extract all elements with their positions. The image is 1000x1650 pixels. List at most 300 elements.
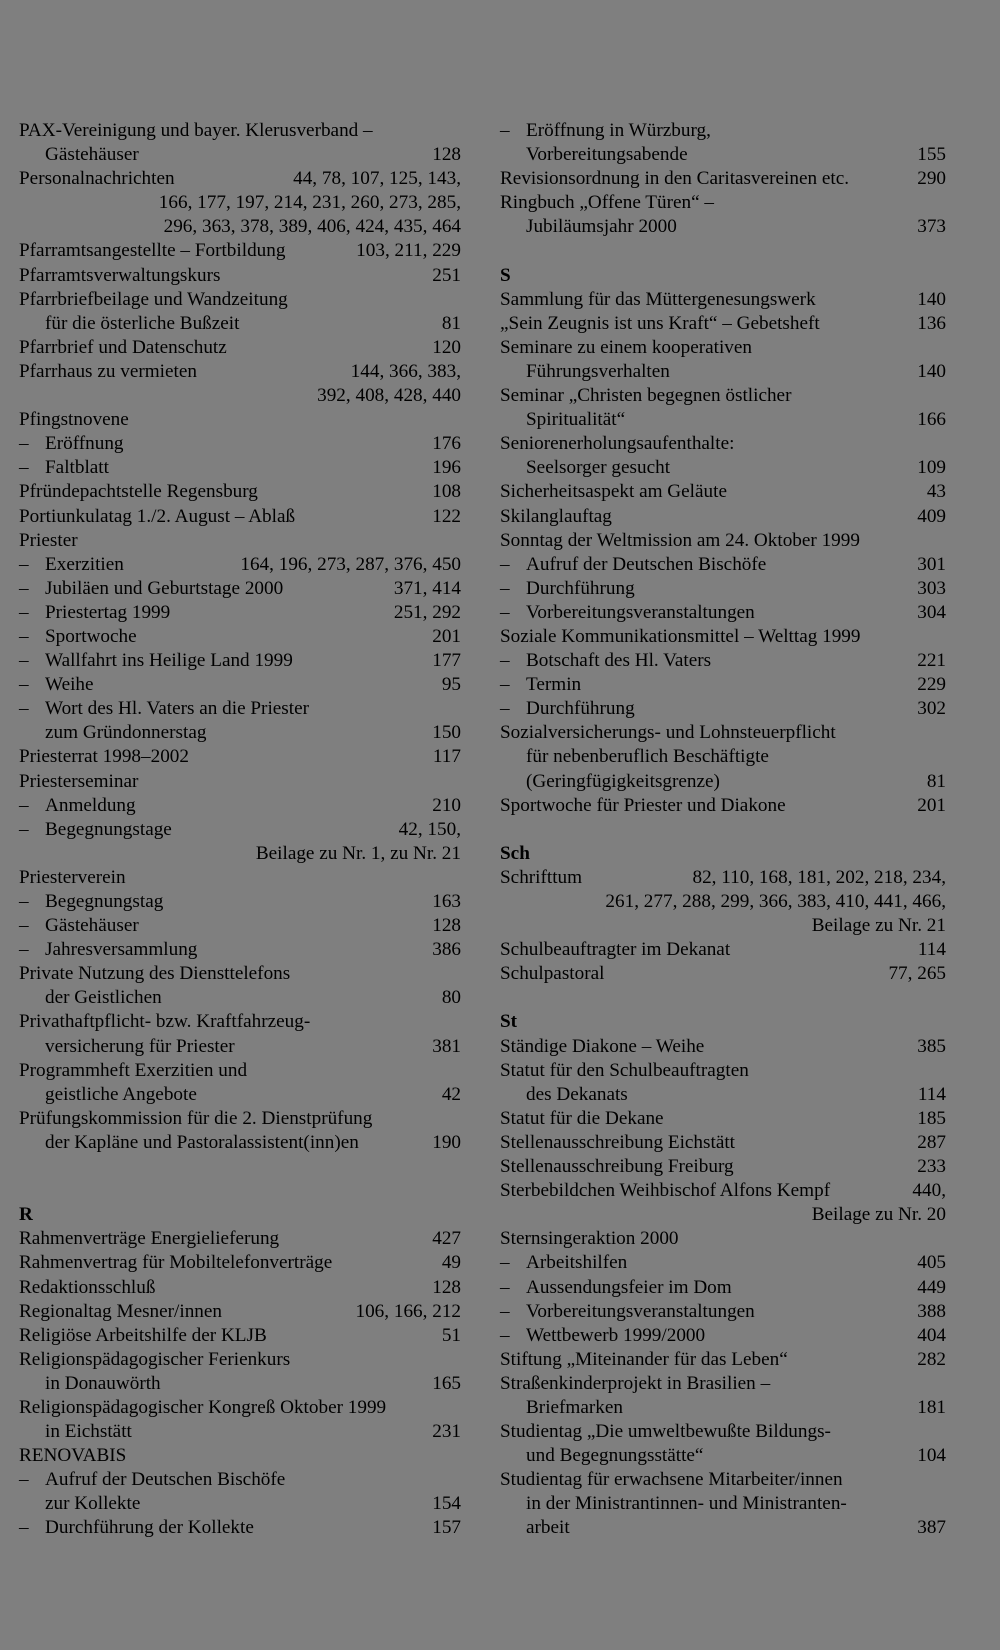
entry-text: Sch — [500, 842, 530, 864]
entry-continuation: Beilage zu Nr. 20 — [811, 1204, 946, 1226]
entry-pages: 128 — [432, 144, 461, 166]
index-entry — [500, 529, 946, 553]
entry-text: Pfarrhaus zu vermieten — [19, 360, 197, 382]
entry-pages: 201 — [917, 794, 946, 816]
entry-text: in Eichstätt — [45, 1421, 132, 1443]
index-entry — [19, 818, 461, 842]
index-entry — [19, 505, 461, 529]
index-entry — [19, 866, 461, 890]
entry-text: Studientag „Die umweltbewußte Bildungs- — [500, 1421, 831, 1443]
entry-pages: 114 — [917, 1083, 946, 1105]
entry-text: RENOVABIS — [19, 1445, 127, 1467]
index-entry — [19, 1227, 461, 1251]
index-entry — [500, 1131, 946, 1155]
index-entry — [19, 480, 461, 504]
index-entry — [19, 1468, 461, 1492]
entry-text: – Wettbewerb 1999/2000 — [526, 1324, 706, 1346]
index-entry — [19, 649, 461, 673]
index-entry — [19, 239, 461, 263]
entry-text: „Sein Zeugnis ist uns Kraft“ – Gebetsheft — [500, 312, 820, 334]
entry-pages: 77, 265 — [888, 963, 946, 985]
index-entry — [19, 890, 461, 914]
index-entry — [19, 312, 461, 336]
index-entry — [500, 938, 946, 962]
entry-text: – Botschaft des Hl. Vaters — [526, 650, 712, 672]
index-entry — [19, 529, 461, 553]
entry-pages: 81 — [441, 312, 461, 334]
entry-text: – Gästehäuser — [45, 915, 139, 937]
entry-text: Redaktionsschluß — [19, 1276, 156, 1298]
index-entry — [500, 890, 946, 914]
entry-pages: 440, — [912, 1180, 946, 1202]
entry-text: Pfarramtsangestellte – Fortbildung — [19, 240, 286, 262]
index-entry — [19, 721, 461, 745]
index-entry — [19, 360, 461, 384]
index-entry — [19, 1035, 461, 1059]
entry-continuation: 296, 363, 378, 389, 406, 424, 435, 464 — [163, 216, 461, 238]
entry-text: Prüfungskommission für die 2. Dienstprüfung — [19, 1107, 373, 1129]
entry-pages: 154 — [432, 1493, 461, 1515]
entry-text: für die österliche Bußzeit — [45, 312, 240, 334]
entry-text: Privathaftpflicht- bzw. Kraftfahrzeug- — [19, 1011, 311, 1033]
entry-continuation: 392, 408, 428, 440 — [317, 385, 461, 407]
index-entry — [19, 1492, 461, 1516]
entry-pages: 106, 166, 212 — [355, 1300, 461, 1322]
section-letter-heading — [500, 1010, 946, 1034]
index-entry — [500, 1516, 946, 1540]
index-entry — [500, 312, 946, 336]
entry-text: Schulpastoral — [500, 963, 605, 985]
entry-pages: 387 — [917, 1517, 946, 1539]
index-entry — [500, 1227, 946, 1251]
entry-text: St — [500, 1011, 518, 1033]
entry-continuation: 166, 177, 197, 214, 231, 260, 273, 285, — [158, 192, 461, 214]
index-entry — [500, 215, 946, 239]
index-column-left — [19, 119, 461, 1541]
entry-pages: 122 — [432, 505, 461, 527]
index-entry — [19, 1516, 461, 1540]
entry-pages: 114 — [917, 939, 946, 961]
entry-text: arbeit — [526, 1517, 570, 1539]
entry-pages: 409 — [917, 505, 946, 527]
entry-text: Priesterrat 1998–2002 — [19, 746, 189, 768]
index-entry — [500, 914, 946, 938]
entry-text: der Kapläne und Pastoralassistent(inn)en — [45, 1131, 359, 1153]
entry-pages: 405 — [917, 1252, 946, 1274]
index-entry — [500, 1468, 946, 1492]
entry-text: – Jubiläen und Geburtstage 2000 — [45, 577, 284, 599]
spacer — [500, 986, 946, 1010]
entry-pages: 164, 196, 273, 287, 376, 450 — [240, 553, 461, 575]
entry-pages: 117 — [432, 746, 461, 768]
entry-text: Rahmenverträge Energielieferung — [19, 1228, 280, 1250]
entry-pages: 404 — [917, 1324, 946, 1346]
entry-text: Ringbuch „Offene Türen“ – — [500, 192, 715, 214]
entry-text: Sicherheitsaspekt am Geläute — [500, 481, 727, 503]
index-entry — [500, 697, 946, 721]
index-entry — [19, 432, 461, 456]
entry-text: Priesterverein — [19, 866, 126, 888]
index-entry — [19, 697, 461, 721]
entry-text: Seniorenerholungsaufenthalte: — [500, 433, 735, 455]
entry-pages: 287 — [917, 1131, 946, 1153]
entry-text: Regionaltag Mesner/innen — [19, 1300, 223, 1322]
entry-text: – Vorbereitungsveranstaltungen — [526, 1300, 755, 1322]
entry-text: S — [500, 264, 511, 286]
entry-pages: 303 — [917, 577, 946, 599]
entry-text: Portiunkulatag 1./2. August – Ablaß — [19, 505, 296, 527]
entry-text: – Arbeitshilfen — [526, 1252, 628, 1274]
index-entry — [500, 962, 946, 986]
entry-pages: 44, 78, 107, 125, 143, — [293, 168, 461, 190]
entry-text: Programmheft Exerzitien und — [19, 1059, 248, 1081]
entry-text: – Wallfahrt ins Heilige Land 1999 — [45, 650, 293, 672]
entry-pages: 301 — [917, 553, 946, 575]
index-entry — [19, 914, 461, 938]
index-entry — [19, 577, 461, 601]
index-entry — [500, 119, 946, 143]
entry-pages: 104 — [917, 1445, 946, 1467]
index-entry — [19, 1107, 461, 1131]
entry-text: – Termin — [526, 674, 582, 696]
entry-text: Revisionsordnung in den Caritasvereinen etc. — [500, 168, 850, 190]
entry-text: Statut für den Schulbeauftragten — [500, 1059, 749, 1081]
entry-text: Sternsingeraktion 2000 — [500, 1228, 679, 1250]
spacer — [500, 239, 946, 263]
entry-text: R — [19, 1204, 33, 1226]
entry-text: Pfarrbriefbeilage und Wandzeitung — [19, 288, 288, 310]
index-entry — [500, 721, 946, 745]
index-entry — [19, 986, 461, 1010]
index-entry — [500, 408, 946, 432]
entry-continuation: Beilage zu Nr. 21 — [811, 915, 946, 937]
entry-text: – Anmeldung — [45, 794, 136, 816]
index-entry — [19, 167, 461, 191]
entry-pages: 177 — [432, 650, 461, 672]
index-entry — [500, 1444, 946, 1468]
index-entry — [19, 1010, 461, 1034]
entry-pages: 140 — [917, 360, 946, 382]
entry-pages: 155 — [917, 144, 946, 166]
entry-text: – Priestertag 1999 — [45, 601, 171, 623]
entry-text: Gästehäuser — [45, 144, 139, 166]
entry-pages: 221 — [917, 650, 946, 672]
entry-text: Stellenausschreibung Eichstätt — [500, 1131, 735, 1153]
entry-text: – Vorbereitungsveranstaltungen — [526, 601, 755, 623]
entry-text: – Durchführung der Kollekte — [45, 1517, 254, 1539]
entry-pages: 81 — [926, 770, 946, 792]
index-entry — [19, 1300, 461, 1324]
index-entry — [500, 1372, 946, 1396]
entry-continuation: 261, 277, 288, 299, 366, 383, 410, 441, 466, — [605, 891, 946, 912]
index-entry — [500, 288, 946, 312]
entry-pages: 42, 150, — [398, 818, 461, 840]
entry-pages: 157 — [432, 1517, 461, 1539]
index-entry — [500, 553, 946, 577]
entry-text: in der Ministrantinnen- und Ministranten- — [526, 1493, 847, 1515]
entry-pages: 302 — [917, 698, 946, 720]
entry-text: – Begegnungstag — [45, 891, 164, 912]
index-entry — [19, 1251, 461, 1275]
index-entry — [19, 1059, 461, 1083]
entry-text: Seminar „Christen begegnen östlicher — [500, 385, 792, 407]
entry-text: Religionspädagogischer Kongreß Oktober 1999 — [19, 1396, 387, 1418]
entry-pages: 304 — [917, 601, 946, 623]
entry-pages: 229 — [917, 674, 946, 696]
entry-pages: 196 — [432, 457, 461, 479]
index-entry — [500, 577, 946, 601]
entry-pages: 95 — [441, 674, 461, 696]
index-entry — [500, 770, 946, 794]
entry-pages: 201 — [432, 625, 461, 647]
index-entry — [500, 1251, 946, 1275]
entry-text: Seminare zu einem kooperativen — [500, 336, 753, 358]
entry-text: Pfarramtsverwaltungskurs — [19, 264, 221, 286]
entry-text: Skilanglauftag — [500, 505, 612, 527]
entry-pages: 128 — [432, 915, 461, 937]
entry-text: Pfarrbrief und Datenschutz — [19, 336, 227, 358]
index-entry — [19, 673, 461, 697]
index-entry — [19, 938, 461, 962]
index-entry — [500, 1203, 946, 1227]
index-entry — [500, 1324, 946, 1348]
entry-pages: 282 — [917, 1348, 946, 1370]
index-entry — [19, 1348, 461, 1372]
index-entry — [19, 1131, 461, 1155]
index-entry — [19, 143, 461, 167]
index-entry — [500, 745, 946, 769]
index-entry — [500, 1107, 946, 1131]
entry-text: PAX-Vereinigung und bayer. Klerusverband – — [19, 120, 373, 141]
entry-text: Briefmarken — [526, 1396, 623, 1418]
entry-text: Sterbebildchen Weihbischof Alfons Kempf — [500, 1180, 831, 1202]
entry-pages: 136 — [917, 312, 946, 334]
spacer — [19, 1179, 461, 1203]
entry-text: zum Gründonnerstag — [45, 722, 207, 744]
index-entry — [500, 1420, 946, 1444]
section-letter-heading — [19, 1203, 461, 1227]
entry-text: Stiftung „Miteinander für das Leben“ — [500, 1348, 788, 1370]
index-entry — [19, 119, 461, 143]
entry-pages: 49 — [441, 1252, 461, 1274]
entry-pages: 103, 211, 229 — [356, 240, 461, 262]
entry-text: Studientag für erwachsene Mitarbeiter/innen — [500, 1469, 843, 1491]
entry-text: Private Nutzung des Diensttelefons — [19, 963, 291, 985]
index-entry — [500, 336, 946, 360]
entry-text: Jubiläumsjahr 2000 — [526, 216, 677, 238]
entry-text: Sportwoche für Priester und Diakone — [500, 794, 786, 816]
entry-text: – Weihe — [45, 674, 94, 696]
entry-pages: 371, 414 — [393, 577, 461, 599]
index-entry — [500, 601, 946, 625]
entry-text: Stellenausschreibung Freiburg — [500, 1156, 734, 1178]
entry-text: Priesterseminar — [19, 770, 139, 792]
entry-text: Soziale Kommunikationsmittel – Welttag 1999 — [500, 625, 861, 647]
index-entry — [500, 1348, 946, 1372]
entry-text: – Aufruf der Deutschen Bischöfe — [45, 1469, 286, 1491]
index-entry — [19, 962, 461, 986]
entry-pages: 385 — [917, 1035, 946, 1057]
entry-text: der Geistlichen — [45, 987, 162, 1009]
entry-text: – Durchführung — [526, 698, 635, 720]
index-entry — [500, 1396, 946, 1420]
entry-pages: 165 — [432, 1372, 461, 1394]
index-entry — [500, 1083, 946, 1107]
entry-text: Personalnachrichten — [19, 168, 175, 190]
entry-text: Statut für die Dekane — [500, 1107, 664, 1129]
entry-text: – Exerzitien — [45, 553, 124, 575]
index-entry — [19, 1083, 461, 1107]
entry-pages: 231 — [432, 1421, 461, 1443]
entry-pages: 388 — [917, 1300, 946, 1322]
index-entry — [500, 143, 946, 167]
index-entry — [19, 601, 461, 625]
entry-pages: 43 — [926, 481, 946, 503]
entry-pages: 140 — [917, 288, 946, 310]
entry-text: und Begegnungsstätte“ — [526, 1445, 704, 1467]
entry-pages: 190 — [432, 1131, 461, 1153]
index-entry — [19, 264, 461, 288]
entry-pages: 163 — [432, 891, 461, 912]
index-entry — [19, 1372, 461, 1396]
spacer — [500, 818, 946, 842]
entry-text: Priester — [19, 529, 78, 551]
index-entry — [19, 794, 461, 818]
entry-pages: 128 — [432, 1276, 461, 1298]
index-column-right — [500, 119, 946, 1541]
entry-text: – Aufruf der Deutschen Bischöfe — [526, 553, 767, 575]
entry-text: – Begegnungstage — [45, 818, 172, 840]
entry-pages: 120 — [432, 336, 461, 358]
index-entry — [500, 432, 946, 456]
index-entry — [500, 360, 946, 384]
index-entry — [19, 408, 461, 432]
index-entry — [19, 625, 461, 649]
entry-text: Rahmenvertrag für Mobiltelefonverträge — [19, 1252, 333, 1274]
index-entry — [19, 770, 461, 794]
entry-pages: 166 — [917, 409, 946, 431]
index-entry — [19, 1420, 461, 1444]
entry-pages: 449 — [917, 1276, 946, 1298]
entry-text: Führungsverhalten — [526, 360, 670, 382]
spacer — [19, 1155, 461, 1179]
entry-text: versicherung für Priester — [45, 1035, 235, 1057]
index-entry — [19, 1444, 461, 1468]
entry-pages: 185 — [917, 1107, 946, 1129]
entry-pages: 176 — [432, 433, 461, 455]
entry-text: Schrifttum — [500, 866, 583, 888]
entry-text: Sammlung für das Müttergenesungswerk — [500, 288, 816, 310]
entry-pages: 373 — [917, 216, 946, 238]
section-letter-heading — [500, 842, 946, 866]
index-entry — [500, 673, 946, 697]
index-entry — [500, 1059, 946, 1083]
index-entry — [19, 1396, 461, 1420]
index-entry — [500, 191, 946, 215]
index-entry — [19, 456, 461, 480]
entry-pages: 290 — [917, 168, 946, 190]
entry-pages: 251, 292 — [393, 601, 461, 623]
entry-text: Spiritualität“ — [526, 409, 626, 431]
entry-pages: 233 — [917, 1156, 946, 1178]
index-entry — [19, 1324, 461, 1348]
entry-text: Seelsorger gesucht — [526, 457, 671, 479]
entry-pages: 82, 110, 168, 181, 202, 218, 234, — [692, 866, 946, 888]
entry-text: Pfründepachtstelle Regensburg — [19, 481, 258, 503]
entry-text: – Aussendungsfeier im Dom — [526, 1276, 732, 1298]
entry-pages: 144, 366, 383, — [350, 360, 461, 382]
entry-pages: 381 — [432, 1035, 461, 1057]
entry-text: – Faltblatt — [45, 457, 109, 479]
entry-text: Straßenkinderprojekt in Brasilien – — [500, 1372, 771, 1394]
index-entry — [500, 456, 946, 480]
entry-text: Ständige Diakone – Weihe — [500, 1035, 705, 1057]
entry-pages: 427 — [432, 1228, 461, 1250]
index-entry — [500, 480, 946, 504]
entry-text: Sozialversicherungs- und Lohnsteuerpflicht — [500, 722, 836, 744]
entry-text: – Eröffnung — [45, 433, 124, 455]
entry-text: geistliche Angebote — [45, 1083, 197, 1105]
entry-pages: 386 — [432, 939, 461, 961]
index-entry — [500, 1155, 946, 1179]
entry-text: in Donauwörth — [45, 1372, 161, 1394]
entry-pages: 51 — [441, 1324, 461, 1346]
entry-text: – Wort des Hl. Vaters an die Priester — [45, 698, 309, 720]
entry-text: – Sportwoche — [45, 625, 137, 647]
entry-pages: 109 — [917, 457, 946, 479]
index-entry — [500, 649, 946, 673]
entry-text: für nebenberuflich Beschäftigte — [526, 746, 769, 768]
entry-pages: 181 — [917, 1396, 946, 1418]
entry-pages: 80 — [441, 987, 461, 1009]
entry-continuation: Beilage zu Nr. 1, zu Nr. 21 — [255, 842, 461, 864]
index-entry — [500, 1179, 946, 1203]
index-entry — [19, 842, 461, 866]
entry-text: Religiöse Arbeitshilfe der KLJB — [19, 1324, 267, 1346]
index-entry — [19, 553, 461, 577]
index-entry — [500, 866, 946, 890]
index-entry — [19, 384, 461, 408]
index-entry — [19, 1276, 461, 1300]
entry-text: Sonntag der Weltmission am 24. Oktober 1999 — [500, 529, 860, 551]
entry-text: des Dekanats — [526, 1083, 628, 1105]
index-entry — [500, 505, 946, 529]
index-entry — [500, 625, 946, 649]
index-entry — [500, 167, 946, 191]
index-entry — [500, 794, 946, 818]
entry-text: Vorbereitungsabende — [526, 144, 688, 166]
entry-text: – Durchführung — [526, 577, 635, 599]
index-entry — [500, 1492, 946, 1516]
index-entry — [19, 745, 461, 769]
entry-pages: 42 — [441, 1083, 461, 1105]
section-letter-heading — [500, 264, 946, 288]
index-entry — [19, 336, 461, 360]
index-entry — [500, 1276, 946, 1300]
entry-text: (Geringfügigkeitsgrenze) — [526, 770, 720, 792]
index-entry — [19, 215, 461, 239]
entry-text: Schulbeauftragter im Dekanat — [500, 939, 731, 961]
index-entry — [19, 288, 461, 312]
entry-pages: 108 — [432, 481, 461, 503]
index-entry — [19, 191, 461, 215]
entry-text: zur Kollekte — [45, 1493, 141, 1515]
index-entry — [500, 1035, 946, 1059]
entry-pages: 210 — [432, 794, 461, 816]
entry-pages: 150 — [432, 722, 461, 744]
entry-pages: 251 — [432, 264, 461, 286]
index-entry — [500, 1300, 946, 1324]
